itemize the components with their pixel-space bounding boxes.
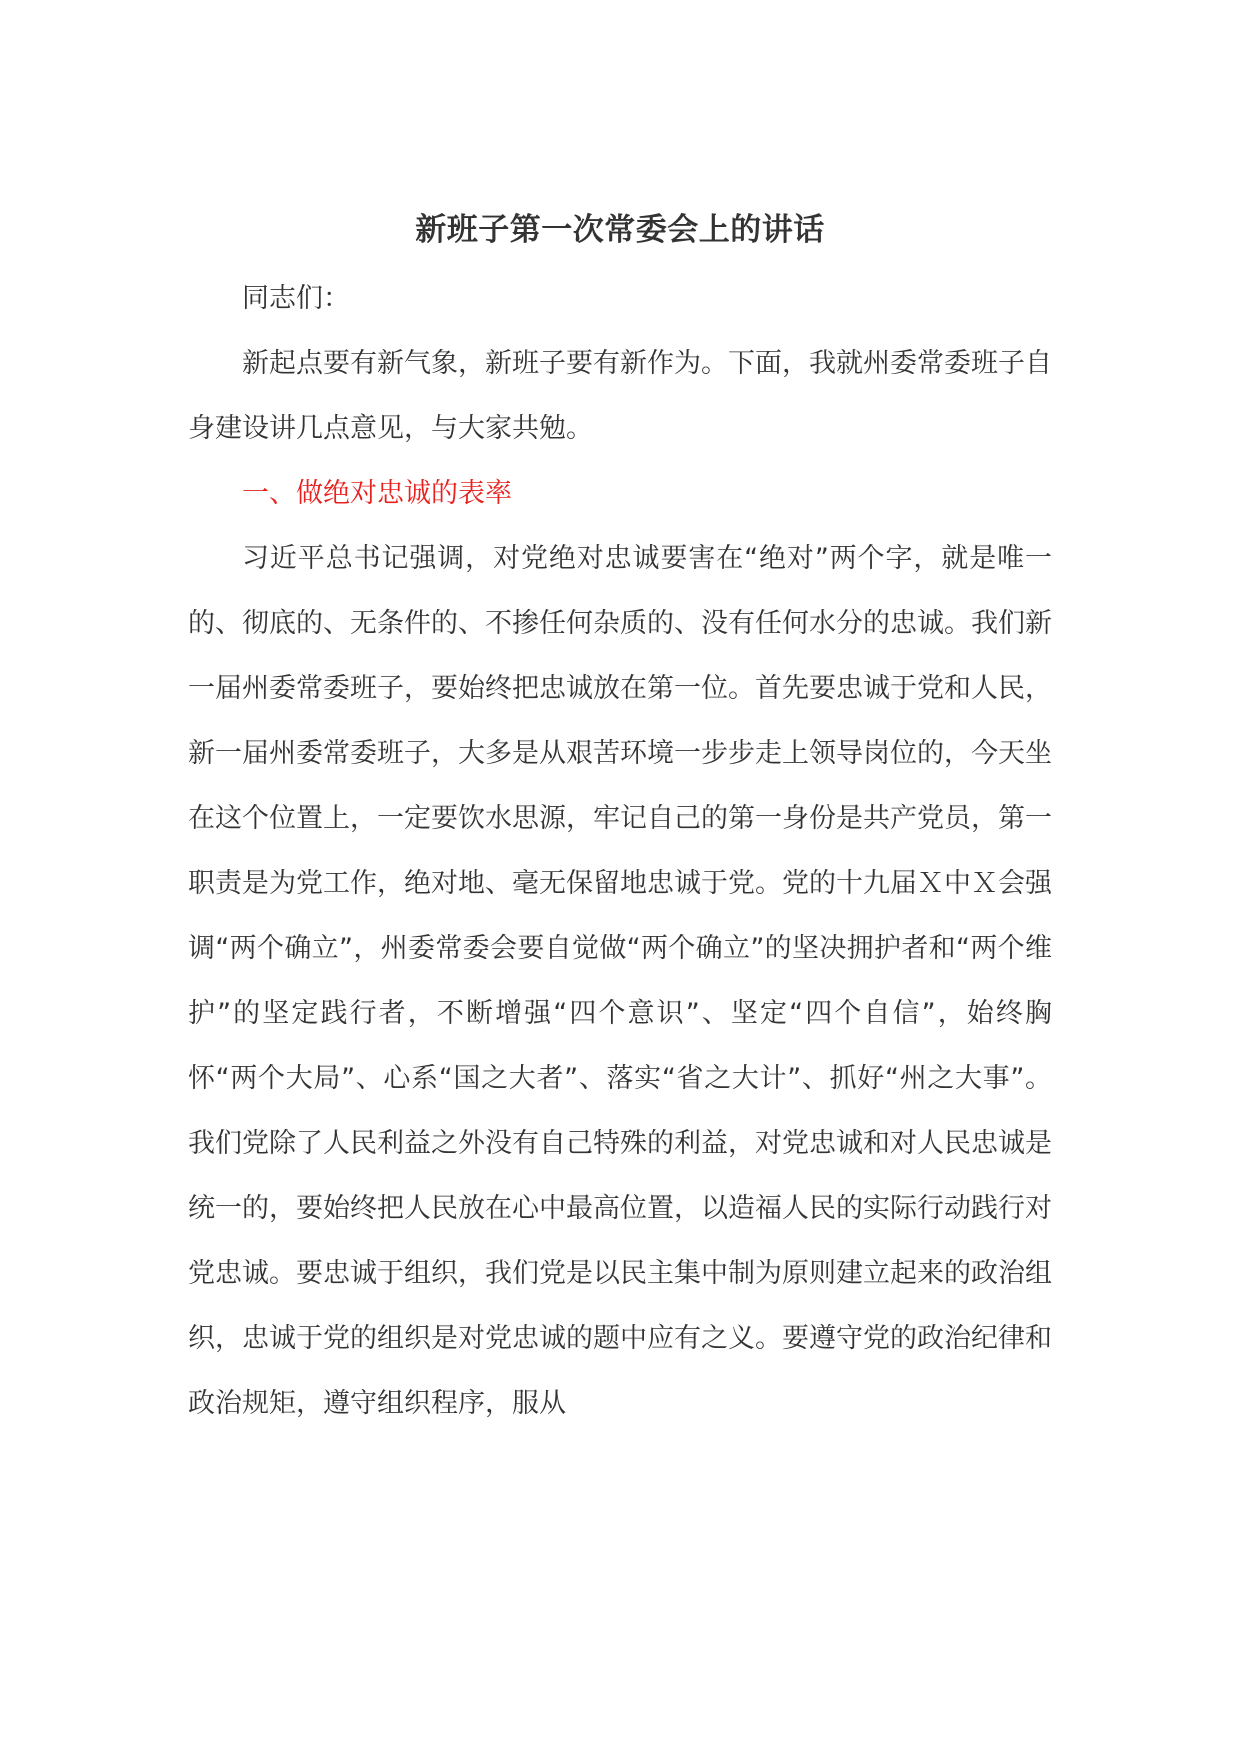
document-title: 新班子第一次常委会上的讲话 (415, 212, 825, 248)
section-heading: 一、做绝对忠诚的表率 (242, 478, 512, 509)
intro-paragraph: 新起点要有新气象，新班子要有新作为。下面，我就州委常委班子自身建设讲几点意见，与大家共勉。 (188, 348, 1052, 444)
document-body (188, 200, 1052, 1436)
salutation: 同志们： (242, 283, 350, 314)
section-body-paragraph: 习近平总书记强调，对党绝对忠诚要害在“绝对”两个字，就是唯一的、彻底的、无条件的、不掺任何杂质的、没有任何水分的忠诚。我们新一届州委常委班子，要始终把忠诚放在第一位。首先要忠诚于党和人民，新一届州委常委班子，大多是从艰苦环境一步步走上领导岗位的，今天坐在这个位置上，一定要饮水思源，牢记自己的第一身份是共产党员，第一职责是为党工作，绝对地、毫无保留地忠诚于党。党的十九届Ｘ中Ｘ会强调“两个确立”，州委常委会要自觉做“两个确立”的坚决拥护者和“两个维护”的坚定践行者，不断增强“四个意识”、坚定“四个自信”，始终胸怀“两个大局”、心系“国之大者”、落实“省之大计”、抓好“州之大事”。我们党除了人民利益之外没有自己特殊的利益，对党忠诚和对人民忠诚是统一的，要始终把人民放在心中最高位置，以造福人民的实际行动践行对党忠诚。要忠诚于组织，我们党是以民主集中制为原则建立起来的政治组织，忠诚于党的组织是对党忠诚的题中应有之义。要遵守党的政治纪律和政治规矩，遵守组织程序，服从 (188, 543, 1052, 1419)
